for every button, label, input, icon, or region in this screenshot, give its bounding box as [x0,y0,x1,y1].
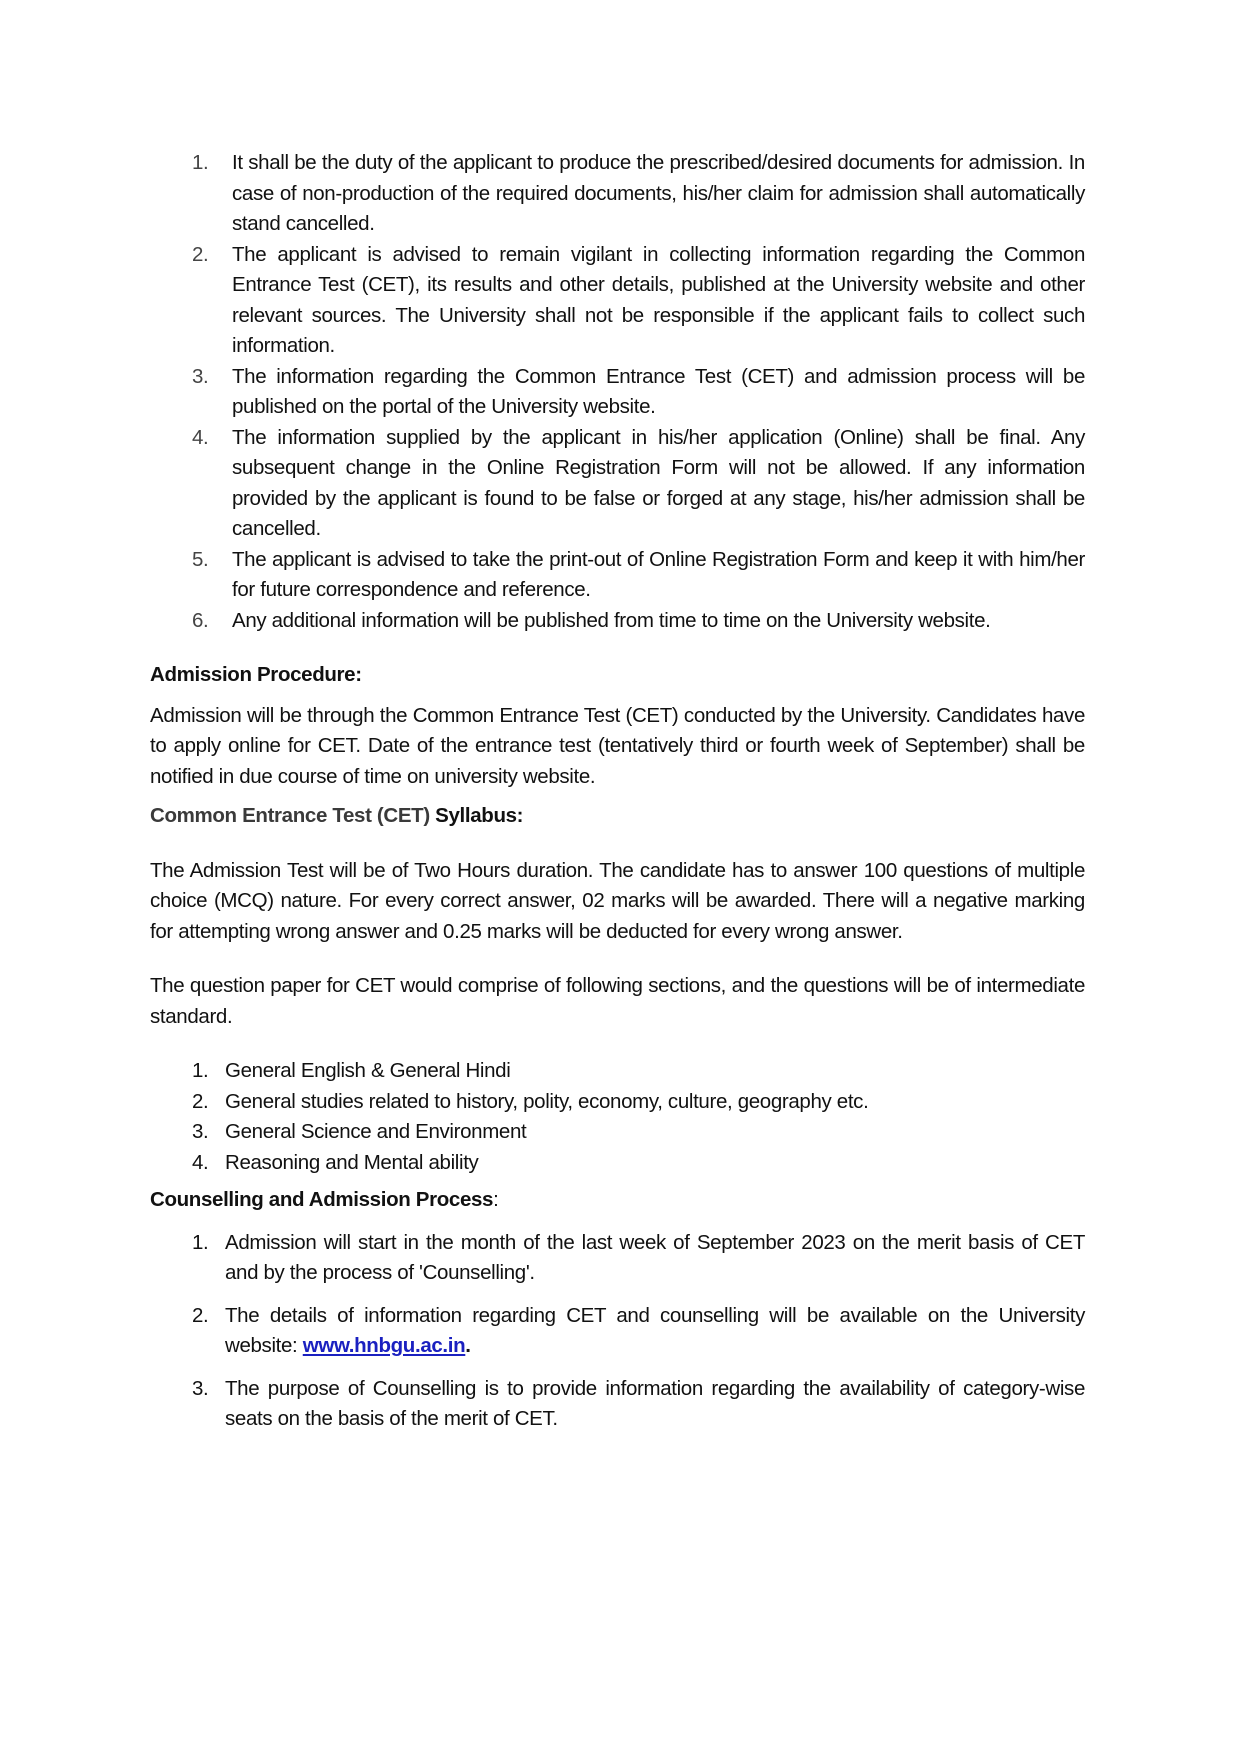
admission-procedure-heading: Admission Procedure: [150,663,362,686]
syllabus-paragraph-1: The Admission Test will be of Two Hours duration. The candidate has to answer 100 questions of multiple choice (MCQ) nature. For every correct answer, 02 marks will be awarded. There will a negative marking for attempting wrong answer and 0.25 marks will be deducted for every wrong answer. [150,858,1085,943]
university-website-link[interactable]: www.hnbgu.ac.in [302,1334,466,1357]
counselling-list [150,1228,1085,1435]
list-item: 3. The purpose of Counselling is to provide information regarding the availability of category-wise seats on the basis of the merit of CET. [192,1376,1085,1430]
document-page [150,148,1085,1447]
list-item: 5. The applicant is advised to take the print-out of Online Registration Form and keep it with him/her for future correspondence and reference. [192,547,1085,601]
list-item: 2. General studies related to history, polity, economy, culture, geography etc. [192,1089,869,1113]
admission-procedure-text: Admission will be through the Common Entrance Test (CET) conducted by the University. Candidates have to apply online for CET. Date of the entrance test (tentatively third or fourth week of September) shall be notified in due course of time on university website. [150,703,1085,788]
syllabus-paragraph-2: The question paper for CET would comprise of following sections, and the questions will be of intermediate standard. [150,974,1085,1028]
list-item: 3. The information regarding the Common Entrance Test (CET) and admission process will be published on the portal of the University website. [192,364,1085,418]
counselling-heading: Counselling and Admission Process: [150,1188,499,1211]
list-item: 3. General Science and Environment [192,1120,527,1143]
syllabus-sections-list [150,1056,1085,1178]
list-item: 2. The applicant is advised to remain vigilant in collecting information regarding the Common Entrance Test (CET), its results and other details, published at the University website and other relevant sources. The University shall not be responsible if the applicant fails to collect such information. [192,242,1085,357]
syllabus-heading: Common Entrance Test (CET) Syllabus: [150,804,524,827]
list-item: 1. Admission will start in the month of the last week of September 2023 on the merit basis of CET and by the process of 'Counselling'. [192,1230,1085,1284]
list-item: 4. The information supplied by the applicant in his/her application (Online) shall be final. Any subsequent change in the Online Registration Form will not be allowed. If any information provided by the applicant is found to be false or forged at any stage, his/her admission shall be cancelled. [192,425,1085,540]
list-item: 2. The details of information regarding CET and counselling will be available on the University website: www.hnbgu.ac.in. [192,1303,1085,1357]
list-item: 6. Any additional information will be published from time to time on the University website. [192,608,991,632]
list-item: 4. Reasoning and Mental ability [192,1150,479,1174]
notes-list [150,148,1085,636]
list-item: 1. General English & General Hindi [192,1059,511,1082]
list-item: 1. It shall be the duty of the applicant to produce the prescribed/desired documents for admission. In case of non-production of the required documents, his/her claim for admission shall automatically stand cancelled. [192,151,1085,235]
